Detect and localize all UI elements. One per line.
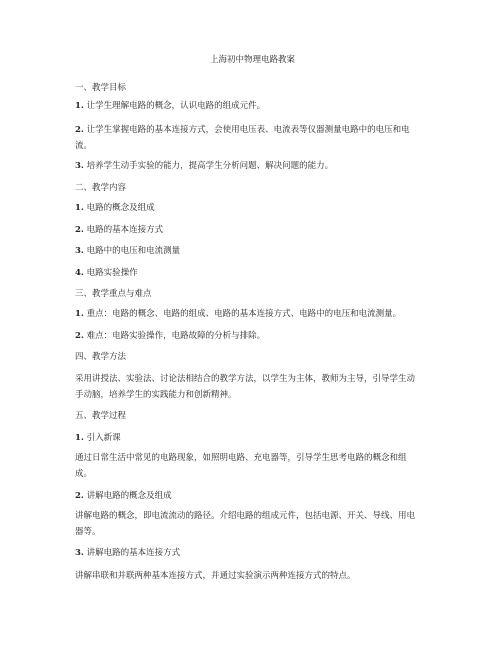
section-heading-methods: 四、教学方法 bbox=[75, 352, 127, 362]
section-heading-process: 五、教学过程 bbox=[75, 411, 127, 421]
step-number: 2. bbox=[75, 491, 84, 501]
item-text: 电路实验操作 bbox=[86, 268, 138, 278]
item-number: 3. bbox=[75, 246, 84, 256]
step-title: 引入新课 bbox=[86, 433, 121, 443]
item-number: 1. bbox=[75, 309, 84, 319]
section-heading-objectives: 一、教学目标 bbox=[75, 83, 127, 93]
item-text: 培养学生动手实验的能力，提高学生分析问题、解决问题的能力。 bbox=[86, 161, 334, 171]
content-item bbox=[75, 224, 430, 236]
item-number: 3. bbox=[75, 161, 84, 171]
step-number: 1. bbox=[75, 433, 84, 443]
item-text: 让学生掌握电路的基本连接方式，会使用电压表、电流表等仪器测量电路中的电压和电流。 bbox=[75, 125, 410, 151]
process-step-text: 讲解电路的概念，即电流流动的路径。介绍电路的组成元件，包括电源、开关、导线、用电器等。 bbox=[75, 511, 416, 537]
item-text: 电路中的电压和电流测量 bbox=[86, 246, 181, 256]
item-text: 让学生理解电路的概念，认识电路的组成元件。 bbox=[86, 101, 266, 111]
item-number: 4. bbox=[75, 268, 84, 278]
process-step-text: 讲解串联和并联两种基本连接方式，并通过实验演示两种连接方式的特点。 bbox=[75, 571, 356, 581]
process-step-text: 通过日常生活中常见的电路现象，如照明电路、充电器等，引导学生思考电路的概念和组成。 bbox=[75, 453, 407, 479]
objective-item bbox=[75, 123, 420, 154]
item-text: 电路的概念及组成 bbox=[86, 203, 155, 213]
item-text: 重点：电路的概念、电路的组成、电路的基本连接方式、电路中的电压和电流测量。 bbox=[86, 309, 402, 319]
item-text: 电路的基本连接方式 bbox=[86, 225, 164, 235]
section-heading-content: 二、教学内容 bbox=[75, 183, 127, 193]
step-number: 3. bbox=[75, 548, 84, 558]
content-item bbox=[75, 267, 430, 279]
keypoint-item bbox=[75, 308, 430, 320]
item-number: 2. bbox=[75, 225, 84, 235]
keypoint-item bbox=[75, 330, 430, 342]
process-step-title bbox=[75, 490, 430, 502]
section-heading-keypoints: 三、教学重点与难点 bbox=[75, 289, 152, 299]
process-step-title bbox=[75, 432, 430, 444]
content-item bbox=[75, 245, 430, 257]
content-item bbox=[75, 202, 430, 214]
item-number: 2. bbox=[75, 331, 84, 341]
process-step-title bbox=[75, 547, 430, 559]
objective-item bbox=[75, 100, 430, 112]
step-title: 讲解电路的概念及组成 bbox=[86, 491, 172, 501]
item-text: 难点：电路实验操作，电路故障的分析与排除。 bbox=[86, 331, 266, 341]
methods-paragraph: 采用讲授法、实验法、讨论法相结合的教学方法，以学生为主体，教师为主导，引导学生动手动脑，培养学生的实践能力和创新精神。 bbox=[75, 374, 416, 400]
item-number: 1. bbox=[75, 203, 84, 213]
objective-item bbox=[75, 160, 430, 172]
step-title: 讲解电路的基本连接方式 bbox=[86, 548, 181, 558]
item-number: 1. bbox=[75, 101, 84, 111]
document-title: 上海初中物理电路教案 bbox=[209, 55, 295, 65]
item-number: 2. bbox=[75, 125, 84, 135]
